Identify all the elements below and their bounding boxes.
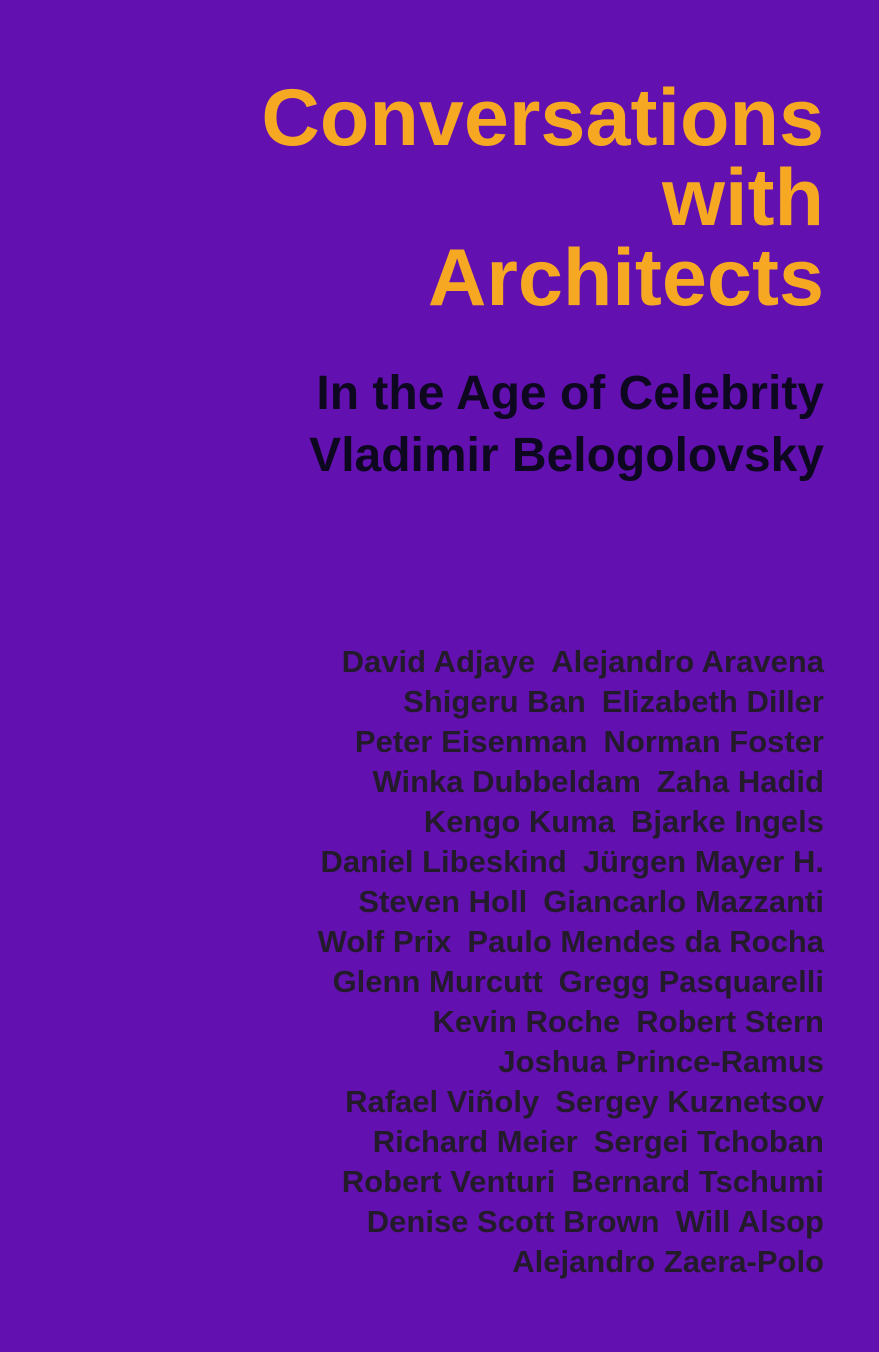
architect-names-row [44, 722, 824, 762]
architect-name: Jürgen Mayer H. [582, 844, 824, 879]
architect-name: Kevin Roche [432, 1004, 621, 1039]
architect-names-row [44, 762, 824, 802]
subtitle-and-author [44, 363, 824, 487]
architect-name: Giancarlo Mazzanti [543, 884, 824, 919]
architect-name: Alejandro Zaera-Polo [512, 1244, 824, 1279]
architect-name: Elizabeth Diller [601, 684, 824, 719]
architect-names-row [44, 842, 824, 882]
architect-names-row [44, 1122, 824, 1162]
architect-names-row [44, 1242, 824, 1282]
architect-names-list [44, 642, 824, 1282]
architect-name: Rafael Viñoly [345, 1084, 540, 1119]
architect-name: Sergey Kuznetsov [555, 1084, 824, 1119]
architect-name: Peter Eisenman [354, 724, 588, 759]
architect-names-row [44, 1042, 824, 1082]
book-title [44, 73, 824, 323]
architect-name: Norman Foster [603, 724, 824, 759]
architect-names-row [44, 1082, 824, 1122]
architect-name: Shigeru Ban [403, 684, 586, 719]
architect-names-row [44, 1162, 824, 1202]
architect-name: Sergei Tchoban [593, 1124, 824, 1159]
architect-name: Robert Stern [636, 1004, 824, 1039]
architect-names-row [44, 1002, 824, 1042]
architect-names-row [44, 1202, 824, 1242]
architect-name: Steven Holl [358, 884, 528, 919]
architect-name: Zaha Hadid [656, 764, 824, 799]
architect-name: Alejandro Aravena [551, 644, 824, 679]
architect-name: Bjarke Ingels [631, 804, 824, 839]
architect-name: Will Alsop [675, 1204, 824, 1239]
architect-names-row [44, 642, 824, 682]
architect-name: Joshua Prince-Ramus [498, 1044, 824, 1079]
architect-name: Kengo Kuma [423, 804, 616, 839]
architect-names-row [44, 882, 824, 922]
architect-name: David Adjaye [341, 644, 536, 679]
architect-name: Richard Meier [372, 1124, 578, 1159]
book-subtitle: In the Age of Celebrity [316, 367, 824, 420]
architect-name: Paulo Mendes da Rocha [467, 924, 824, 959]
title-line-2: with [662, 153, 824, 243]
architect-name: Robert Venturi [341, 1164, 556, 1199]
architect-name: Winka Dubbeldam [372, 764, 641, 799]
architect-names-row [44, 962, 824, 1002]
architect-names-row [44, 682, 824, 722]
architect-names-row [44, 922, 824, 962]
architect-name: Bernard Tschumi [571, 1164, 824, 1199]
architect-name: Glenn Murcutt [332, 964, 543, 999]
title-line-3: Architects [427, 233, 824, 323]
book-author: Vladimir Belogolovsky [309, 429, 824, 482]
architect-name: Wolf Prix [317, 924, 452, 959]
architect-name: Gregg Pasquarelli [558, 964, 824, 999]
title-line-1: Conversations [261, 73, 824, 163]
architect-name: Denise Scott Brown [366, 1204, 660, 1239]
architect-names-row [44, 802, 824, 842]
architect-name: Daniel Libeskind [320, 844, 567, 879]
